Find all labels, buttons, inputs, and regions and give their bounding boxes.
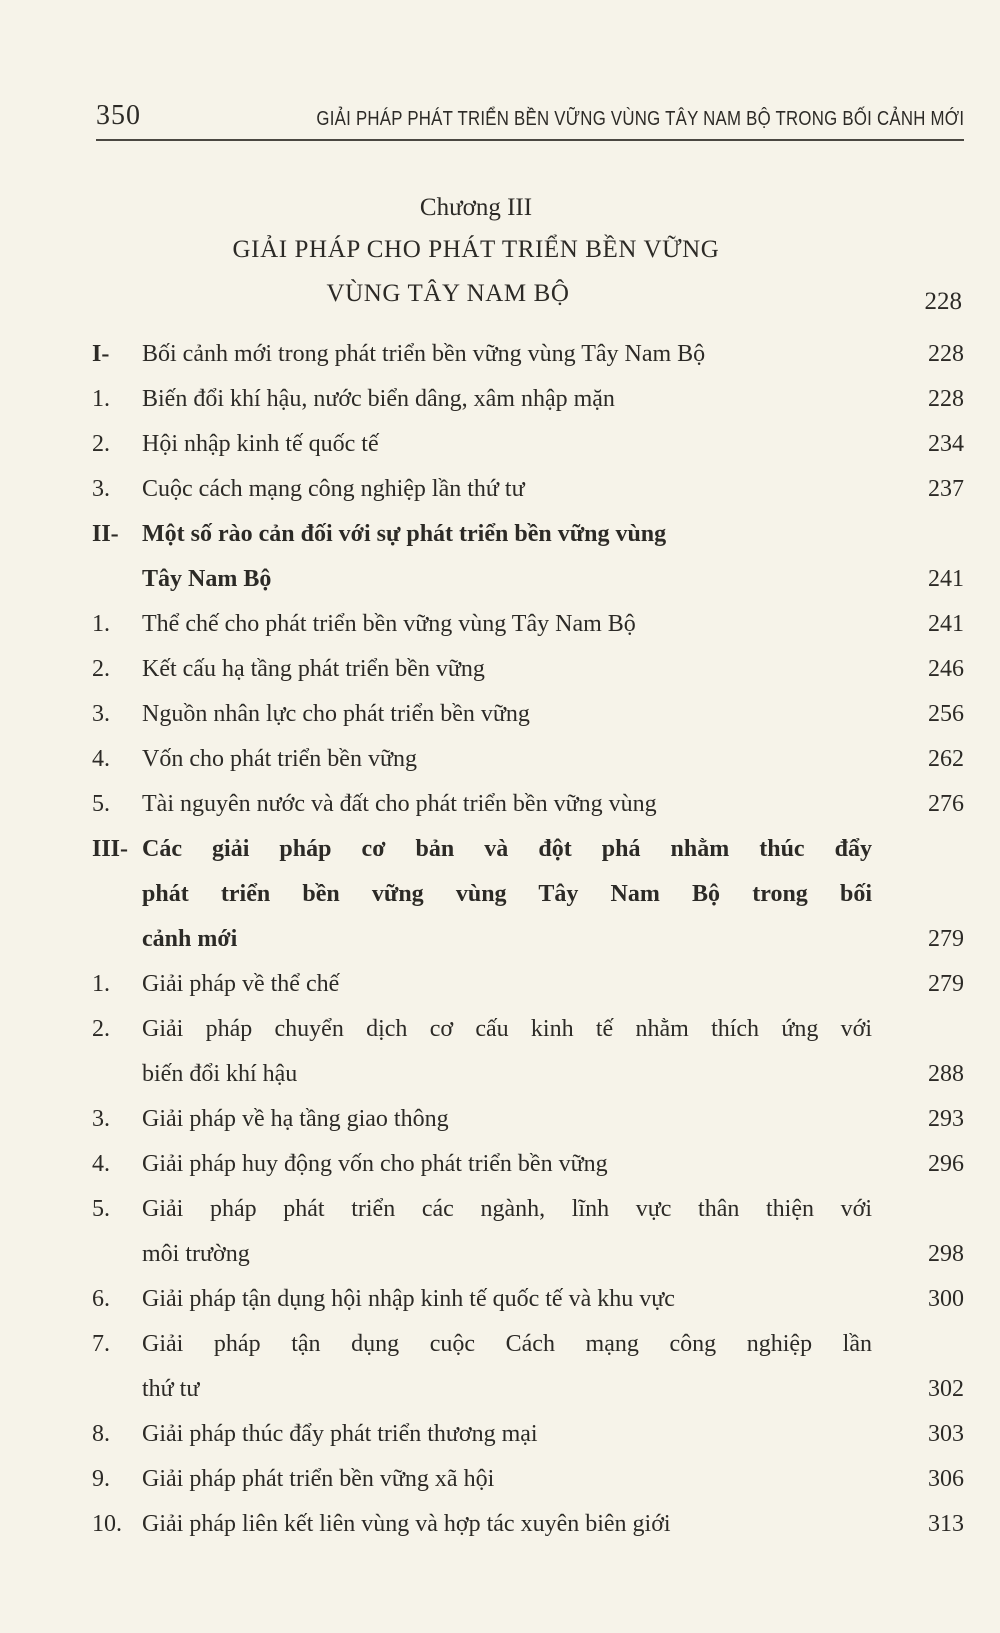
toc-entry-number: 3. xyxy=(92,701,110,727)
toc-entry xyxy=(92,602,964,647)
toc-entry xyxy=(92,467,964,512)
toc-entry-page: 306 xyxy=(928,1466,964,1492)
toc-entry-page: 298 xyxy=(928,1241,964,1267)
toc-entry xyxy=(92,422,964,467)
toc-entry-page: 237 xyxy=(928,476,964,502)
toc-entry-number: 4. xyxy=(92,746,110,772)
toc-entry-text: Giải pháp chuyển dịch cơ cấu kinh tế nhằm thích ứng với xyxy=(142,1016,872,1042)
running-header xyxy=(96,100,964,140)
toc-entry xyxy=(92,332,964,377)
toc-entry xyxy=(92,1502,964,1547)
toc-entry-number: 1. xyxy=(92,611,110,637)
toc-entry-number: 6. xyxy=(92,1286,110,1312)
toc-entry-text: Kết cấu hạ tầng phát triển bền vững xyxy=(142,656,485,682)
toc-entry-text: thứ tư xyxy=(142,1376,200,1402)
toc-entry-page: 288 xyxy=(928,1061,964,1087)
toc-entry-number: 10. xyxy=(92,1511,122,1537)
toc-entry-number: 3. xyxy=(92,1106,110,1132)
toc-entry-page: 279 xyxy=(928,971,964,997)
toc-entry xyxy=(92,1277,964,1322)
toc-entry-number: I- xyxy=(92,341,110,367)
table-of-contents xyxy=(92,332,964,1547)
toc-entry-text: phát triển bền vững vùng Tây Nam Bộ trong bối xyxy=(142,881,872,907)
toc-entry-text: môi trường xyxy=(142,1241,250,1267)
toc-entry-continuation xyxy=(92,1232,964,1277)
toc-entry-number: 1. xyxy=(92,971,110,997)
toc-entry-number: 4. xyxy=(92,1151,110,1177)
toc-entry-page: 256 xyxy=(928,701,964,727)
toc-entry-number: 5. xyxy=(92,1196,110,1222)
toc-entry-number: 8. xyxy=(92,1421,110,1447)
toc-entry xyxy=(92,1142,964,1187)
toc-entry-text: Giải pháp tận dụng cuộc Cách mạng công nghiệp lần xyxy=(142,1331,872,1357)
page-number: 350 xyxy=(96,100,141,131)
toc-entry-text: cảnh mới xyxy=(142,926,238,952)
toc-entry-continuation xyxy=(92,872,964,917)
toc-entry-number: 1. xyxy=(92,386,110,412)
toc-entry-text: Biến đổi khí hậu, nước biển dâng, xâm nhập mặn xyxy=(142,386,615,412)
toc-entry-number: 2. xyxy=(92,656,110,682)
toc-entry xyxy=(92,1412,964,1457)
chapter-title-line-1: GIẢI PHÁP CHO PHÁT TRIỂN BỀN VỮNG xyxy=(232,236,720,263)
toc-entry-number: 9. xyxy=(92,1466,110,1492)
toc-entry-number: II- xyxy=(92,521,119,547)
toc-entry-page: 276 xyxy=(928,791,964,817)
toc-entry-text: Giải pháp phát triển các ngành, lĩnh vực thân thiện với xyxy=(142,1196,872,1222)
toc-entry-text: Bối cảnh mới trong phát triển bền vững vùng Tây Nam Bộ xyxy=(142,341,706,367)
toc-entry-text: Giải pháp về thể chế xyxy=(142,971,340,997)
toc-entry xyxy=(92,1097,964,1142)
chapter-page-number: 228 xyxy=(924,288,962,315)
toc-entry-page: 300 xyxy=(928,1286,964,1312)
toc-entry-text: Giải pháp liên kết liên vùng và hợp tác xuyên biên giới xyxy=(142,1511,671,1537)
toc-entry-text: Giải pháp huy động vốn cho phát triển bền vững xyxy=(142,1151,608,1177)
toc-entry xyxy=(92,782,964,827)
toc-entry-text: Tây Nam Bộ xyxy=(142,566,272,592)
toc-entry-text: Giải pháp phát triển bền vững xã hội xyxy=(142,1466,495,1492)
toc-entry xyxy=(92,1322,964,1367)
toc-entry-page: 228 xyxy=(928,386,964,412)
toc-entry xyxy=(92,1007,964,1052)
toc-entry-page: 296 xyxy=(928,1151,964,1177)
toc-entry-number: 3. xyxy=(92,476,110,502)
toc-entry xyxy=(92,647,964,692)
toc-entry-number: 7. xyxy=(92,1331,110,1357)
toc-entry-text: Giải pháp về hạ tầng giao thông xyxy=(142,1106,449,1132)
toc-entry xyxy=(92,377,964,422)
running-title: GIẢI PHÁP PHÁT TRIỂN BỀN VỮNG VÙNG TÂY NAM BỘ TRONG BỐI CẢNH MỚI xyxy=(316,108,964,130)
toc-entry-text: Giải pháp tận dụng hội nhập kinh tế quốc tế và khu vực xyxy=(142,1286,675,1312)
toc-entry-page: 302 xyxy=(928,1376,964,1402)
toc-entry-continuation xyxy=(92,1052,964,1097)
toc-entry-page: 241 xyxy=(928,566,964,592)
toc-entry-text: Cuộc cách mạng công nghiệp lần thứ tư xyxy=(142,476,525,502)
chapter-title-line-2: VÙNG TÂY NAM BỘ xyxy=(326,280,570,307)
toc-entry xyxy=(92,827,964,872)
toc-entry-text: Các giải pháp cơ bản và đột phá nhằm thúc đẩy xyxy=(142,836,872,862)
toc-entry xyxy=(92,737,964,782)
toc-entry-text: biến đổi khí hậu xyxy=(142,1061,298,1087)
toc-entry-page: 228 xyxy=(928,341,964,367)
toc-entry-text: Vốn cho phát triển bền vững xyxy=(142,746,417,772)
toc-entry xyxy=(92,692,964,737)
toc-entry xyxy=(92,962,964,1007)
toc-entry-number: 2. xyxy=(92,431,110,457)
toc-entry-number: 5. xyxy=(92,791,110,817)
toc-entry-page: 279 xyxy=(928,926,964,952)
toc-entry-text: Tài nguyên nước và đất cho phát triển bền vững vùng xyxy=(142,791,657,817)
toc-entry xyxy=(92,512,964,557)
toc-entry-text: Nguồn nhân lực cho phát triển bền vững xyxy=(142,701,530,727)
toc-entry-page: 241 xyxy=(928,611,964,637)
toc-entry xyxy=(92,1457,964,1502)
toc-entry-continuation xyxy=(92,917,964,962)
toc-entry-text: Thể chế cho phát triển bền vững vùng Tây Nam Bộ xyxy=(142,611,636,637)
toc-entry-page: 262 xyxy=(928,746,964,772)
toc-entry-page: 293 xyxy=(928,1106,964,1132)
toc-entry-page: 303 xyxy=(928,1421,964,1447)
toc-entry-text: Giải pháp thúc đẩy phát triển thương mại xyxy=(142,1421,538,1447)
toc-entry-text: Một số rào cản đối với sự phát triển bền vững vùng xyxy=(142,521,667,547)
toc-entry-page: 246 xyxy=(928,656,964,682)
toc-entry-continuation xyxy=(92,1367,964,1412)
toc-entry-number: 2. xyxy=(92,1016,110,1042)
toc-entry-text: Hội nhập kinh tế quốc tế xyxy=(142,431,379,457)
toc-entry-page: 234 xyxy=(928,431,964,457)
toc-entry-page: 313 xyxy=(928,1511,964,1537)
header-divider xyxy=(96,139,964,141)
chapter-label: Chương III xyxy=(419,194,533,221)
toc-entry-continuation xyxy=(92,557,964,602)
toc-entry-number: III- xyxy=(92,836,129,862)
toc-entry xyxy=(92,1187,964,1232)
